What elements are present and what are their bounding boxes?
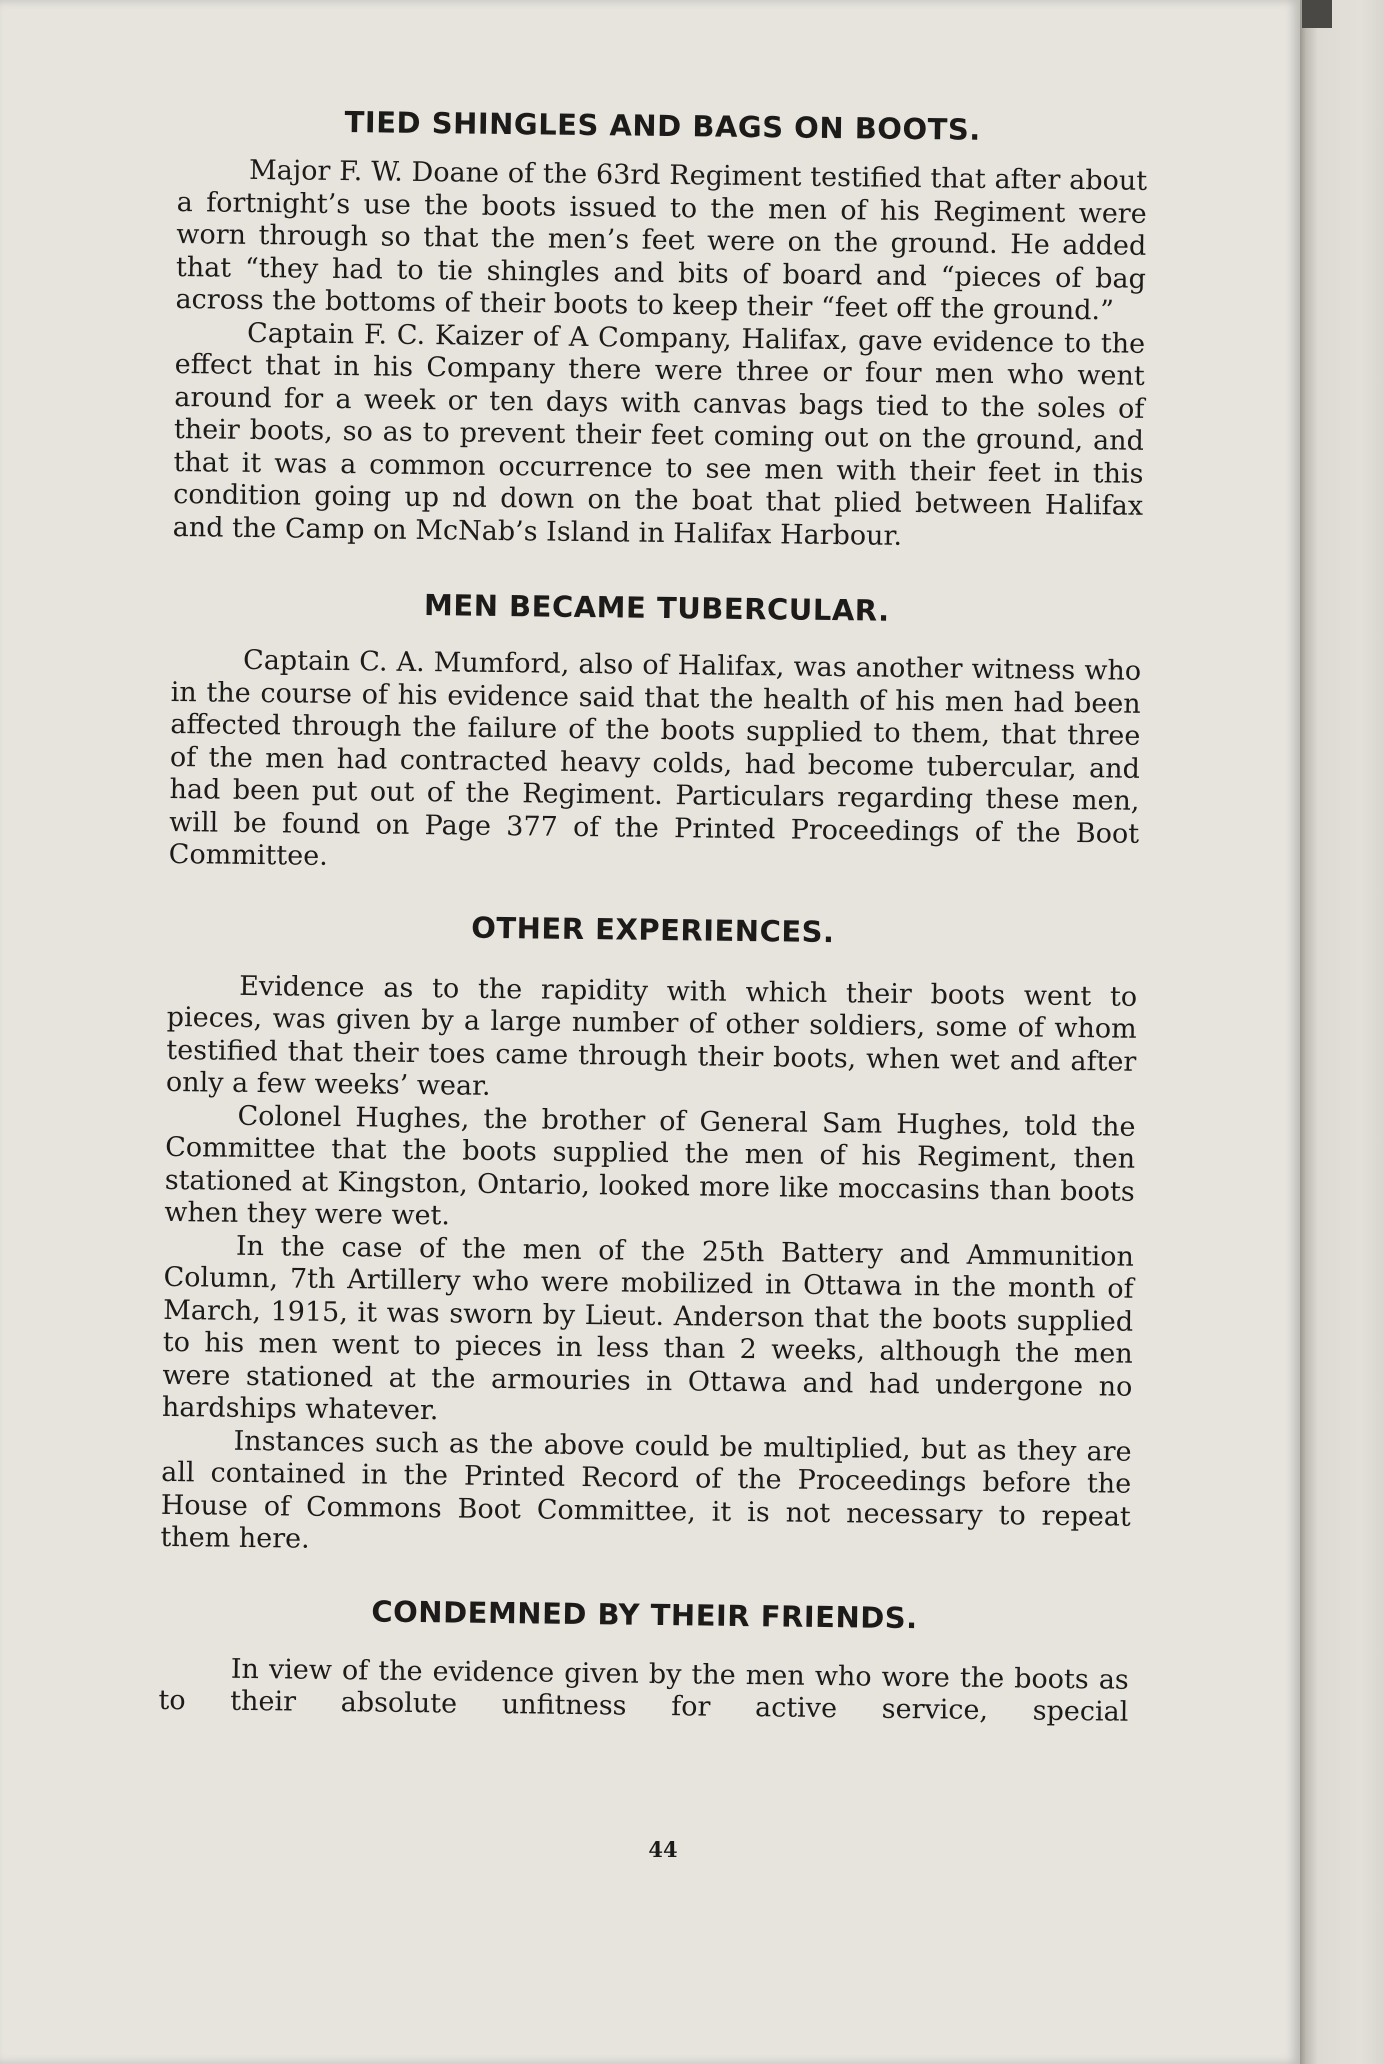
book-spine-edge	[1300, 0, 1384, 2064]
page-text	[158, 100, 1148, 1729]
heading-condemned: CONDEMNED BY THEIR FRIENDS.	[371, 1593, 918, 1635]
paragraph-doane: Major F. W. Doane of the 63rd Regiment testified that after about a fortnight’s use the boots issued to the men of his Regiment were worn through so that the men’s feet were on the ground. He added that “they had to tie shingles and bits of board and “pieces of bag across the bottoms of their boots to keep their “feet off the ground.”	[175, 154, 1148, 327]
paragraph-hughes: Colonel Hughes, the brother of General Sam Hughes, told the Committee that the boots supplied the men of his Regiment, then stationed at Kingston, Ontario, looked more like moccasins than boots when they were wet.	[164, 1100, 1136, 1232]
page-number: 44	[648, 1837, 678, 1862]
paragraph-mumford: Captain C. A. Mumford, also of Halifax, was another witness who in the course of his evidence said that the health of his men had been affected through the failure of the boots supplied to them, that three of the men had contracted heavy colds, had become tubercular, and had been put out of the Regiment. Particulars regarding these men, will be found on Page 377 of the Printed Proceedings of the Boot Committee.	[168, 644, 1142, 872]
paragraph-in-view: In view of the evidence given by the men who wore the boots as to their absolute unfitness for active service, special	[158, 1653, 1129, 1728]
heading-tied-shingles: TIED SHINGLES AND BAGS ON BOOTS.	[344, 105, 981, 147]
heading-tubercular: MEN BECAME TUBERCULAR.	[423, 588, 890, 628]
paragraph-evidence: Evidence as to the rapidity with which their boots went to pieces, was given by a large number of other soldiers, some of whom testified that their toes came through their boots, when wet and after only a few weeks’ wear.	[165, 970, 1138, 1102]
paragraph-instances: Instances such as the above could be multiplied, but as they are all contained in the Printed Record of the Proceedings before the House of Commons Boot Committee, it is not necessary to repeat them here.	[160, 1425, 1132, 1555]
paragraph-anderson: In the case of the men of the 25th Battery and Ammunition Column, 7th Artillery who were mobilized in Ottawa in the month of March, 1915, it was sworn by Lieut. Anderson that the boots supplied to his men went to pieces in less than 2 weeks, although the men were stationed at the armouries in Ottawa and had undergone no hardships whatever.	[161, 1230, 1135, 1427]
heading-other-experiences: OTHER EXPERIENCES.	[471, 910, 835, 949]
scan-shadow	[1302, 0, 1332, 28]
paragraph-kaizer: Captain F. C. Kaizer of A Company, Halifax, gave evidence to the effect that in his Company there were three or four men who went around for a week or ten days with canvas bags tied to the soles of their boots, so as to prevent their feet coming out on the ground, and that it was a common occurrence to see men with their feet in this condition going up nd down on the boat that plied between Halifax and the Camp on McNab’s Island in Halifax Harbour.	[172, 317, 1146, 552]
